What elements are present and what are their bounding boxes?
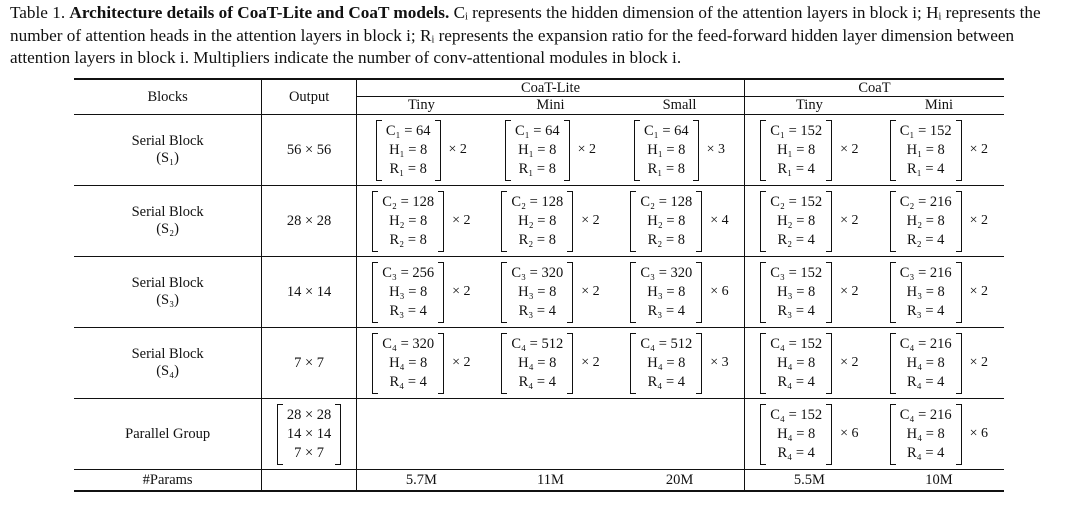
num-heads: H₂ = 8 (906, 212, 945, 229)
num-heads: H₃ = 8 (518, 283, 557, 300)
config-cell (744, 257, 873, 328)
output-dim: 28 × 28 (286, 406, 332, 423)
empty-cell (356, 399, 485, 470)
expansion-ratio: R₂ = 8 (647, 231, 686, 248)
parallel-output (262, 399, 357, 470)
config-matrix (501, 262, 573, 323)
config-cell (356, 257, 485, 328)
multiplier: × 4 (710, 213, 729, 228)
hidden-dim: C₄ = 216 (899, 335, 952, 352)
multiplier: × 3 (710, 355, 729, 370)
header-model: Mini (486, 97, 615, 115)
config-cell (874, 186, 1004, 257)
multiplier: × 2 (577, 142, 596, 157)
num-heads: H₂ = 8 (647, 212, 686, 229)
config-cell (874, 115, 1004, 186)
hidden-dim: C₂ = 152 (770, 193, 823, 210)
config-matrix (630, 262, 702, 323)
expansion-ratio: R₂ = 4 (777, 231, 815, 248)
expansion-ratio: R₃ = 4 (907, 302, 945, 319)
hidden-dim: C₁ = 64 (644, 122, 689, 139)
num-heads: H₃ = 8 (647, 283, 686, 300)
multiplier: × 2 (452, 355, 471, 370)
num-heads: H₂ = 8 (777, 212, 816, 229)
expansion-ratio: R₃ = 4 (518, 302, 556, 319)
num-heads: H₁ = 8 (906, 141, 945, 158)
multiplier: × 3 (706, 142, 726, 157)
hidden-dim: C₃ = 216 (899, 264, 952, 281)
hidden-dim: C₁ = 152 (899, 122, 952, 139)
num-heads: H₁ = 8 (518, 141, 557, 158)
config-cell (486, 328, 615, 399)
config-matrix (372, 333, 444, 394)
num-heads: H₁ = 8 (389, 141, 428, 158)
num-heads: H₄ = 8 (389, 354, 428, 371)
params-value: 11M (537, 471, 564, 488)
num-heads: H₄ = 8 (647, 354, 686, 371)
num-heads: H₄ = 8 (906, 425, 945, 442)
expansion-ratio: R₄ = 4 (389, 373, 427, 390)
expansion-ratio: R₁ = 8 (647, 160, 686, 177)
config-matrix (890, 262, 962, 323)
config-matrix (630, 333, 702, 394)
output-cell: 14 × 14 (262, 257, 357, 328)
table-row (74, 115, 1004, 186)
config-matrix (630, 191, 702, 252)
multiplier: × 2 (840, 213, 859, 228)
multiplier: × 2 (581, 355, 600, 370)
hidden-dim: C₂ = 128 (382, 193, 435, 210)
config-matrix (505, 120, 570, 181)
multiplier: × 2 (452, 213, 471, 228)
block-name-cell (74, 186, 262, 257)
config-cell (744, 186, 873, 257)
config-cell (356, 115, 485, 186)
multiplier: × 2 (840, 142, 859, 157)
parallel-group-label: Parallel Group (125, 425, 211, 442)
hidden-dim: C₁ = 64 (385, 122, 431, 139)
block-name: Serial Block (131, 133, 204, 149)
config-matrix (760, 120, 832, 181)
header-group-coat: CoaT (744, 79, 1004, 97)
config-matrix (890, 120, 962, 181)
empty-cell (615, 399, 744, 470)
expansion-ratio: R₁ = 4 (777, 160, 815, 177)
table-row (74, 186, 1004, 257)
params-value: 5.7M (405, 471, 437, 488)
multiplier: × 2 (969, 355, 989, 370)
output-dim: 7 × 7 (294, 444, 325, 461)
hidden-dim: C₄ = 152 (770, 335, 823, 352)
config-cell (744, 399, 873, 470)
hidden-dim: C₄ = 216 (899, 406, 952, 423)
config-matrix (890, 191, 962, 252)
expansion-ratio: R₃ = 4 (389, 302, 427, 319)
caption-title: Architecture details of CoaT-Lite and CoaT models. (69, 3, 450, 22)
block-name: Serial Block (131, 346, 204, 362)
config-cell (486, 115, 615, 186)
hidden-dim: C₃ = 320 (511, 264, 564, 281)
expansion-ratio: R₃ = 4 (777, 302, 815, 319)
num-heads: H₄ = 8 (777, 425, 816, 442)
hidden-dim: C₄ = 320 (382, 335, 435, 352)
config-cell (615, 186, 744, 257)
expansion-ratio: R₄ = 4 (777, 444, 815, 461)
config-matrix (376, 120, 441, 181)
num-heads: H₃ = 8 (777, 283, 816, 300)
config-matrix (760, 191, 832, 252)
num-heads: H₄ = 8 (906, 354, 945, 371)
config-cell (615, 115, 744, 186)
config-cell (486, 186, 615, 257)
header-group-coat-lite: CoaT-Lite (356, 79, 744, 97)
block-sub: (S₄) (156, 363, 179, 379)
block-sub: (S₁) (156, 150, 179, 166)
config-cell (615, 257, 744, 328)
expansion-ratio: R₄ = 4 (647, 373, 686, 390)
hidden-dim: C₂ = 128 (511, 193, 564, 210)
header-model: Small (615, 97, 744, 115)
multiplier: × 6 (710, 284, 729, 299)
num-heads: H₃ = 8 (906, 283, 945, 300)
header-blocks: Blocks (147, 89, 188, 105)
table-row (74, 328, 1004, 399)
header-output: Output (262, 79, 357, 115)
params-value: 20M (615, 470, 744, 492)
block-name-cell (74, 115, 262, 186)
hidden-dim: C₂ = 216 (899, 193, 952, 210)
config-matrix (634, 120, 699, 181)
block-sub: (S₃) (156, 292, 179, 308)
multiplier: × 6 (969, 426, 989, 441)
expansion-ratio: R₁ = 8 (389, 160, 427, 177)
hidden-dim: C₁ = 64 (514, 122, 560, 139)
config-cell (356, 328, 485, 399)
multiplier: × 2 (581, 213, 600, 228)
num-heads: H₂ = 8 (518, 212, 557, 229)
output-dim: 14 × 14 (286, 425, 332, 442)
multiplier: × 2 (969, 284, 989, 299)
config-cell (744, 328, 873, 399)
config-matrix (760, 262, 832, 323)
num-heads: H₂ = 8 (389, 212, 428, 229)
config-cell (874, 328, 1004, 399)
multiplier: × 2 (969, 213, 989, 228)
config-cell (744, 115, 873, 186)
config-matrix (760, 404, 832, 465)
empty-cell (262, 470, 357, 492)
expansion-ratio: R₄ = 4 (907, 373, 945, 390)
hidden-dim: C₃ = 152 (770, 264, 823, 281)
header-model: Tiny (356, 97, 485, 115)
output-cell: 28 × 28 (262, 186, 357, 257)
num-heads: H₁ = 8 (777, 141, 816, 158)
config-matrix (372, 262, 444, 323)
config-matrix (760, 333, 832, 394)
hidden-dim: C₃ = 256 (382, 264, 435, 281)
config-matrix (890, 404, 962, 465)
output-matrix (277, 404, 341, 465)
config-matrix (501, 191, 573, 252)
num-heads: H₁ = 8 (647, 141, 686, 158)
hidden-dim: C₁ = 152 (770, 122, 823, 139)
config-matrix (372, 191, 444, 252)
caption-text: Cᵢ represents the hidden dimension of the attention layers in block i; Hᵢ represents the number of attention heads in the attention layers in block i; Rᵢ represents the expansion ratio for the feed-forward hidden layer dimension between attention layers in block i. Multipliers indicate the number of conv-attentional modules in block i. (10, 3, 1041, 67)
header-model: Tiny (744, 97, 873, 115)
expansion-ratio: R₃ = 4 (647, 302, 686, 319)
expansion-ratio: R₁ = 4 (907, 160, 945, 177)
hidden-dim: C₄ = 512 (640, 335, 693, 352)
expansion-ratio: R₄ = 4 (907, 444, 945, 461)
hidden-dim: C₄ = 512 (511, 335, 564, 352)
block-name-cell (74, 257, 262, 328)
table-caption (10, 2, 1074, 70)
table-row (74, 257, 1004, 328)
multiplier: × 2 (840, 355, 859, 370)
params-value: 10M (925, 471, 953, 488)
multiplier: × 2 (969, 142, 989, 157)
multiplier: × 6 (840, 426, 859, 441)
hidden-dim: C₄ = 152 (770, 406, 823, 423)
num-heads: H₄ = 8 (777, 354, 816, 371)
multiplier: × 2 (581, 284, 600, 299)
params-label: #Params (142, 471, 193, 488)
output-cell: 7 × 7 (262, 328, 357, 399)
block-name: Serial Block (131, 275, 204, 291)
config-cell (874, 257, 1004, 328)
expansion-ratio: R₁ = 8 (518, 160, 556, 177)
expansion-ratio: R₄ = 4 (518, 373, 556, 390)
block-name-cell (74, 328, 262, 399)
num-heads: H₄ = 8 (518, 354, 557, 371)
block-sub: (S₂) (156, 221, 179, 237)
expansion-ratio: R₄ = 4 (777, 373, 815, 390)
params-value: 5.5M (793, 471, 825, 488)
expansion-ratio: R₂ = 4 (907, 231, 945, 248)
config-cell (356, 186, 485, 257)
block-name: Serial Block (131, 204, 204, 220)
output-cell: 56 × 56 (262, 115, 357, 186)
config-cell (615, 328, 744, 399)
hidden-dim: C₂ = 128 (640, 193, 693, 210)
multiplier: × 2 (448, 142, 467, 157)
config-cell (874, 399, 1004, 470)
num-heads: H₃ = 8 (389, 283, 428, 300)
multiplier: × 2 (840, 284, 859, 299)
expansion-ratio: R₂ = 8 (389, 231, 427, 248)
multiplier: × 2 (452, 284, 471, 299)
empty-cell (486, 399, 615, 470)
header-model: Mini (874, 97, 1004, 115)
config-matrix (501, 333, 573, 394)
config-cell (486, 257, 615, 328)
caption-label: Table 1. (10, 3, 66, 22)
config-matrix (890, 333, 962, 394)
architecture-table (74, 78, 1004, 492)
hidden-dim: C₃ = 320 (640, 264, 693, 281)
expansion-ratio: R₂ = 8 (518, 231, 556, 248)
